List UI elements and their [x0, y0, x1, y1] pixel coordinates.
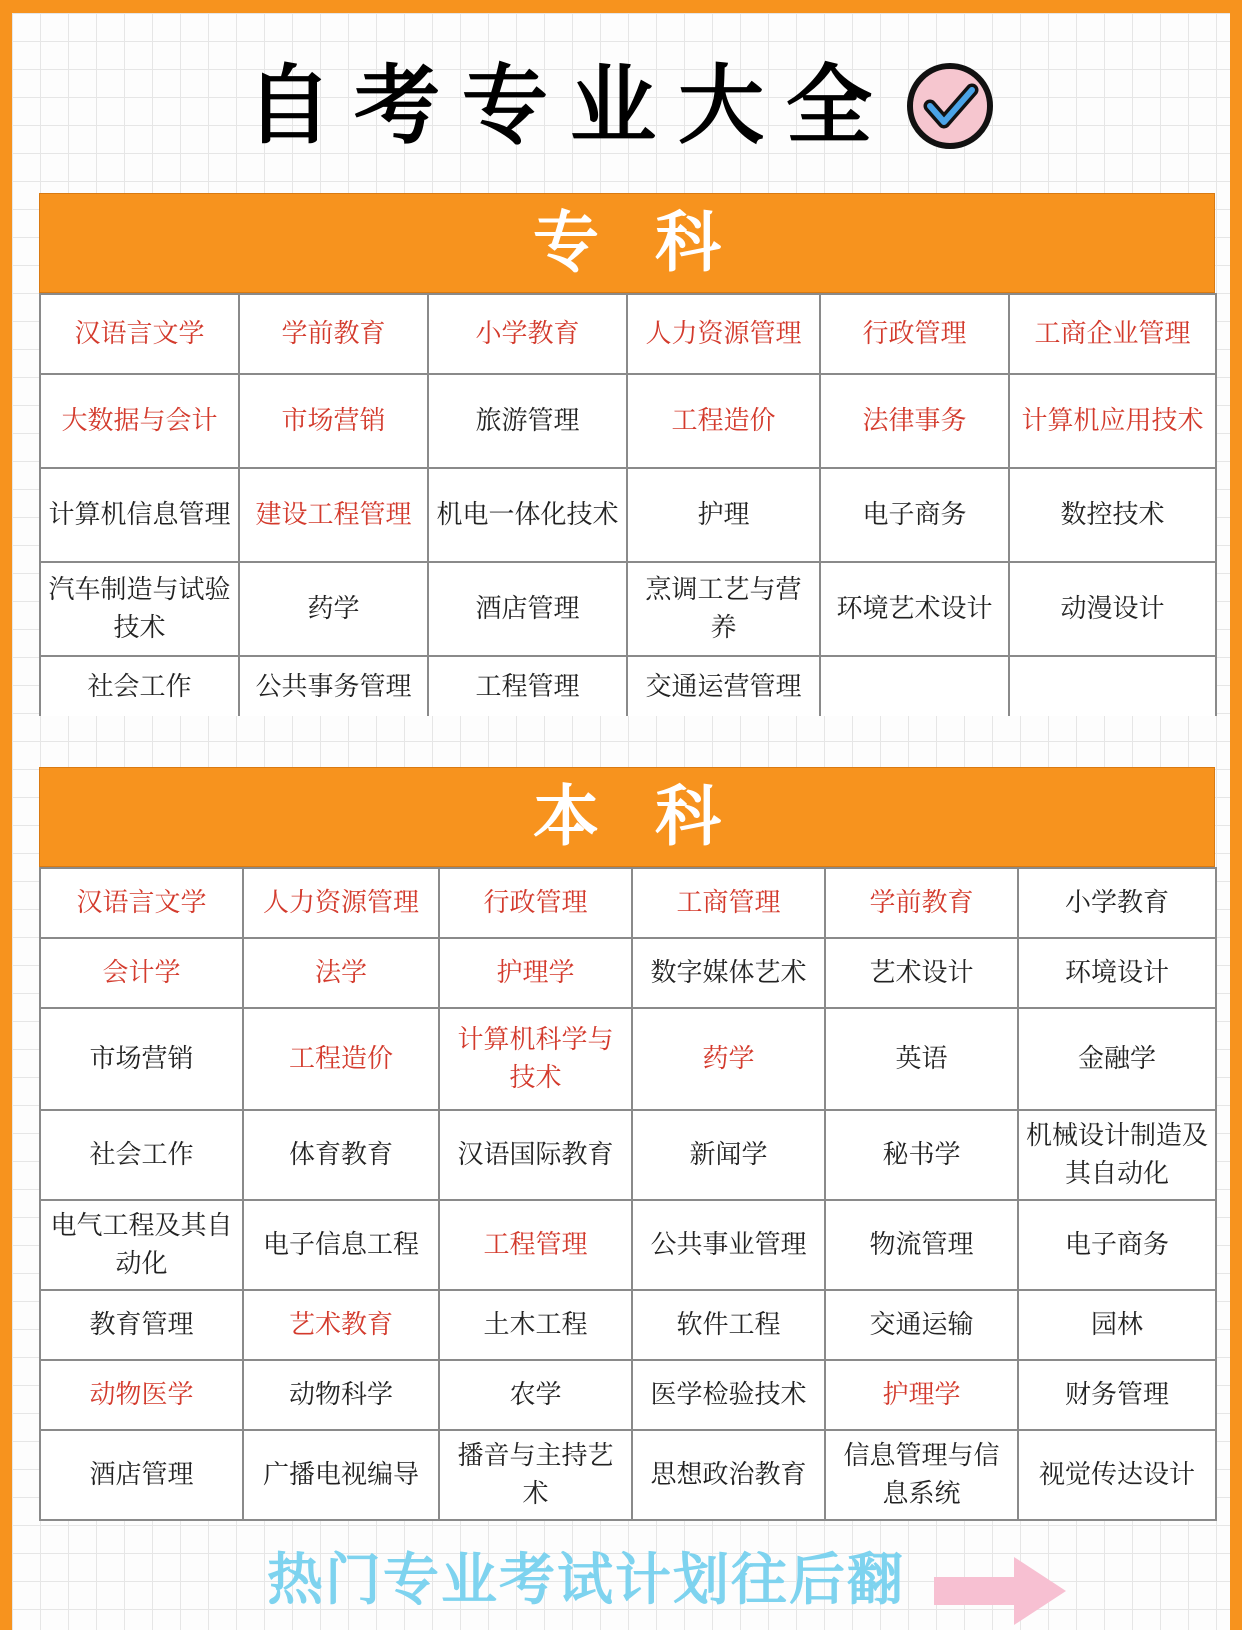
major-cell: 体育教育 — [243, 1110, 439, 1200]
major-cell: 工程管理 — [439, 1200, 632, 1290]
major-cell: 思想政治教育 — [632, 1430, 825, 1520]
major-cell: 电气工程及其自动化 — [40, 1200, 243, 1290]
major-cell: 计算机信息管理 — [40, 468, 239, 562]
major-cell: 计算机科学与技术 — [439, 1008, 632, 1110]
major-cell: 医学检验技术 — [632, 1360, 825, 1430]
major-cell: 播音与主持艺术 — [439, 1430, 632, 1520]
major-cell: 机械设计制造及其自动化 — [1018, 1110, 1216, 1200]
major-cell: 金融学 — [1018, 1008, 1216, 1110]
major-cell: 工商管理 — [632, 868, 825, 938]
major-cell — [1009, 656, 1216, 716]
major-cell: 旅游管理 — [428, 374, 627, 468]
major-cell: 电子商务 — [820, 468, 1009, 562]
major-cell: 工程造价 — [627, 374, 820, 468]
table-row — [40, 1110, 1216, 1200]
major-table — [39, 293, 1217, 716]
section-header-label: 专科 — [533, 204, 777, 281]
major-cell: 法学 — [243, 938, 439, 1008]
major-cell: 艺术教育 — [243, 1290, 439, 1360]
major-cell: 酒店管理 — [40, 1430, 243, 1520]
major-cell: 公共事务管理 — [239, 656, 428, 716]
major-cell: 人力资源管理 — [243, 868, 439, 938]
table-row — [40, 1200, 1216, 1290]
major-cell: 公共事业管理 — [632, 1200, 825, 1290]
major-cell: 信息管理与信息系统 — [825, 1430, 1018, 1520]
table-row — [40, 938, 1216, 1008]
right-arrow-icon — [930, 1553, 1070, 1629]
major-cell: 交通运营管理 — [627, 656, 820, 716]
table-row — [40, 294, 1216, 374]
major-cell — [820, 656, 1009, 716]
major-cell: 学前教育 — [239, 294, 428, 374]
major-cell: 环境设计 — [1018, 938, 1216, 1008]
major-cell: 艺术设计 — [825, 938, 1018, 1008]
major-cell: 工程造价 — [243, 1008, 439, 1110]
table-row — [40, 374, 1216, 468]
major-cell: 市场营销 — [40, 1008, 243, 1110]
major-cell: 药学 — [239, 562, 428, 656]
major-cell: 财务管理 — [1018, 1360, 1216, 1430]
major-cell: 教育管理 — [40, 1290, 243, 1360]
benke-section — [39, 767, 1215, 1521]
major-cell: 机电一体化技术 — [428, 468, 627, 562]
table-row — [40, 1290, 1216, 1360]
major-cell: 动物科学 — [243, 1360, 439, 1430]
major-cell: 会计学 — [40, 938, 243, 1008]
major-cell: 交通运输 — [825, 1290, 1018, 1360]
major-cell: 软件工程 — [632, 1290, 825, 1360]
major-cell: 环境艺术设计 — [820, 562, 1009, 656]
check-circle-icon — [904, 60, 996, 152]
major-cell: 物流管理 — [825, 1200, 1018, 1290]
table-row — [40, 868, 1216, 938]
major-cell: 护理学 — [825, 1360, 1018, 1430]
zhuanke-section — [39, 193, 1215, 716]
major-cell: 行政管理 — [820, 294, 1009, 374]
major-cell: 汉语国际教育 — [439, 1110, 632, 1200]
major-cell: 工商企业管理 — [1009, 294, 1216, 374]
major-cell: 园林 — [1018, 1290, 1216, 1360]
section-header — [39, 193, 1215, 293]
major-cell: 视觉传达设计 — [1018, 1430, 1216, 1520]
major-cell: 英语 — [825, 1008, 1018, 1110]
major-cell: 市场营销 — [239, 374, 428, 468]
grid-paper — [12, 13, 1230, 1630]
major-cell: 大数据与会计 — [40, 374, 239, 468]
footer-hint: 热门专业考试计划往后翻 — [267, 1549, 905, 1613]
title-area — [12, 51, 1230, 161]
major-table — [39, 867, 1217, 1521]
major-cell: 秘书学 — [825, 1110, 1018, 1200]
major-cell: 建设工程管理 — [239, 468, 428, 562]
major-cell: 烹调工艺与营养 — [627, 562, 820, 656]
major-cell: 电子信息工程 — [243, 1200, 439, 1290]
major-cell: 农学 — [439, 1360, 632, 1430]
major-cell: 计算机应用技术 — [1009, 374, 1216, 468]
major-cell: 人力资源管理 — [627, 294, 820, 374]
major-cell: 电子商务 — [1018, 1200, 1216, 1290]
table-row — [40, 468, 1216, 562]
major-cell: 社会工作 — [40, 656, 239, 716]
major-cell: 汉语言文学 — [40, 868, 243, 938]
footer — [12, 1549, 1230, 1630]
table-row — [40, 1360, 1216, 1430]
major-cell: 法律事务 — [820, 374, 1009, 468]
major-cell: 土木工程 — [439, 1290, 632, 1360]
major-cell: 汉语言文学 — [40, 294, 239, 374]
major-cell: 动漫设计 — [1009, 562, 1216, 656]
major-cell: 酒店管理 — [428, 562, 627, 656]
table-row — [40, 656, 1216, 716]
major-cell: 小学教育 — [428, 294, 627, 374]
major-cell: 数控技术 — [1009, 468, 1216, 562]
major-cell: 药学 — [632, 1008, 825, 1110]
section-header — [39, 767, 1215, 867]
major-cell: 护理学 — [439, 938, 632, 1008]
major-cell: 工程管理 — [428, 656, 627, 716]
major-cell: 小学教育 — [1018, 868, 1216, 938]
major-cell: 数字媒体艺术 — [632, 938, 825, 1008]
major-cell: 新闻学 — [632, 1110, 825, 1200]
major-cell: 汽车制造与试验技术 — [40, 562, 239, 656]
major-cell: 学前教育 — [825, 868, 1018, 938]
major-cell: 社会工作 — [40, 1110, 243, 1200]
major-cell: 动物医学 — [40, 1360, 243, 1430]
section-header-label: 本科 — [533, 778, 777, 855]
table-row — [40, 562, 1216, 656]
page-title: 自考专业大全 — [246, 56, 894, 156]
major-cell: 行政管理 — [439, 868, 632, 938]
table-row — [40, 1008, 1216, 1110]
major-cell: 广播电视编导 — [243, 1430, 439, 1520]
major-cell: 护理 — [627, 468, 820, 562]
table-row — [40, 1430, 1216, 1520]
